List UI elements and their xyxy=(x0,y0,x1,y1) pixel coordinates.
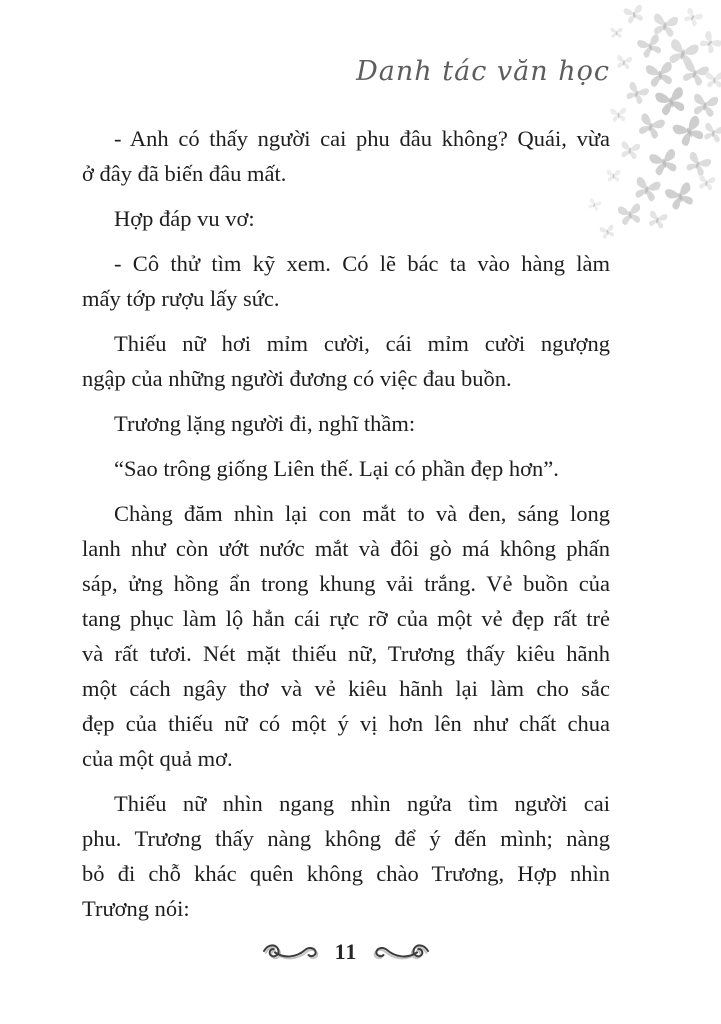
text-line: Trương nói: xyxy=(82,896,190,921)
text-line: phu. Trương thấy nàng không để ý đến mình; nàng xyxy=(82,826,610,851)
butterfly-icon xyxy=(635,31,666,62)
page-number: 11 xyxy=(334,939,358,964)
text-line: Thiếu nữ nhìn ngang nhìn ngửa tìm người cai xyxy=(114,791,610,816)
butterfly-icon xyxy=(634,109,667,142)
text-line: Trương lặng người đi, nghĩ thầm: xyxy=(114,411,416,436)
text-line: - Cô thử tìm kỹ xem. Có lẽ bác ta vào hàng làm xyxy=(114,251,610,276)
text-line: đẹp của thiếu nữ có một ý vị hơn lên như chất chua xyxy=(82,711,610,736)
flourish-left-icon xyxy=(261,936,319,968)
running-header: Danh tác văn học xyxy=(356,56,610,87)
text-line: - Anh có thấy người cai phu đâu không? Quái, vừa xyxy=(114,126,610,151)
butterfly-icon xyxy=(705,70,721,89)
page-footer xyxy=(82,930,610,974)
paragraph xyxy=(82,786,610,926)
paragraph xyxy=(82,406,610,441)
text-line: Thiếu nữ hơi mỉm cười, cái mỉm cười ngượng xyxy=(114,331,610,356)
butterfly-icon xyxy=(681,5,706,30)
text-line: tang phục làm lộ hẳn cái rực rỡ của một vẻ đẹp rất trẻ xyxy=(82,606,610,631)
butterfly-icon xyxy=(647,145,681,179)
butterfly-icon xyxy=(701,120,721,146)
butterfly-icon xyxy=(669,111,709,151)
butterfly-icon xyxy=(690,90,720,120)
text-line: ở đây đã biến đâu mất. xyxy=(82,161,287,186)
paragraph xyxy=(82,121,610,191)
butterfly-icon xyxy=(610,26,623,39)
text-line: một cách ngây thơ và vẻ kiêu hãnh lại làm cho sắc xyxy=(82,676,610,701)
text-line: ngập của những người đương có việc đau buồn. xyxy=(82,366,512,391)
butterfly-icon xyxy=(615,53,634,72)
paragraph xyxy=(82,496,610,776)
flourish-right-icon xyxy=(373,936,431,968)
butterfly-icon xyxy=(697,173,717,193)
butterfly-icon xyxy=(678,56,711,89)
butterfly-icon xyxy=(616,200,644,228)
paragraph xyxy=(82,246,610,316)
text-line: sáp, ửng hồng ẩn trong khung vải trắng. Vẻ buồn của xyxy=(82,571,610,596)
text-line: bỏ đi chỗ khác quên không chào Trương, Hợp nhìn xyxy=(82,861,610,886)
butterfly-icon xyxy=(618,138,641,161)
paragraph xyxy=(82,451,610,486)
text-line: Hợp đáp vu vơ: xyxy=(114,206,255,231)
text-line: “Sao trông giống Liên thế. Lại có phần đẹp hơn”. xyxy=(114,456,559,481)
butterfly-icon xyxy=(609,105,627,123)
text-line: và rất tươi. Nét mặt thiếu nữ, Trương thấy kiêu hãnh xyxy=(82,641,610,666)
page-body-text xyxy=(82,121,610,936)
text-line: Chàng đăm nhìn lại con mắt to và đen, sáng long xyxy=(114,501,610,526)
butterfly-icon xyxy=(662,178,698,214)
butterfly-icon xyxy=(653,83,690,120)
butterfly-icon xyxy=(631,173,663,205)
butterfly-icon xyxy=(644,58,676,90)
butterfly-icon xyxy=(622,2,646,26)
text-line: của một quả mơ. xyxy=(82,746,233,771)
paragraph xyxy=(82,201,610,236)
butterfly-icon xyxy=(665,35,702,72)
butterfly-icon xyxy=(696,28,721,58)
butterfly-icon xyxy=(646,208,669,231)
butterfly-icon xyxy=(650,10,680,40)
paragraph xyxy=(82,326,610,396)
text-line: lanh như còn ướt nước mắt và đôi gò má không phấn xyxy=(82,536,610,561)
text-line: mấy tớp rượu lấy sức. xyxy=(82,286,280,311)
butterfly-icon xyxy=(682,148,714,180)
butterfly-icon xyxy=(622,78,651,107)
